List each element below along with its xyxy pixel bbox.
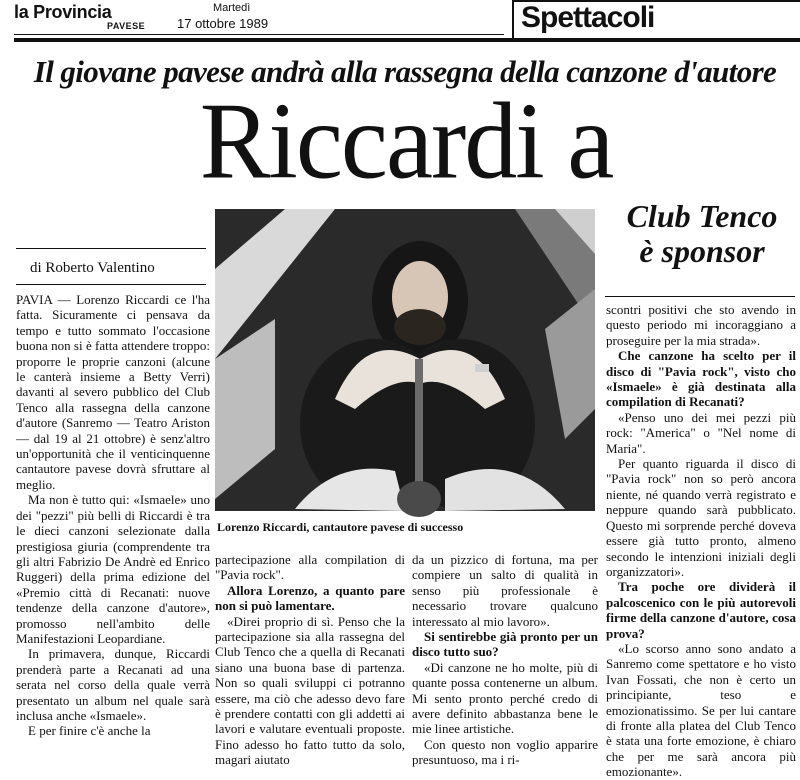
paragraph: Ma non è tutto qui: «Ismaele» uno dei "pezzi" più belli di Riccardi è tra le dieci canzoni selezionate dalla prestigiosa giuria (comprendente tra gli altri Fabrizio De Andrè ed Enrico Ruggeri) della prima edizione del «Premio città di Recanati: nuove tendenze della canzone d'autore», promosso nell'ambito delle Manifestazioni Leopardiane. [16, 492, 210, 646]
paragraph: «Lo scorso anno sono andato a Sanremo come spettatore e ho visto Ivan Fossati, che non è certo un principiante, teso e emozionatissimo. Se per lui cantare di fronte alla platea del Club Tenco è stata una forte emozione, è chiaro che per me sarà ancora più emozionante». [606, 640, 796, 780]
photo-caption: Lorenzo Riccardi, cantautore pavese di successo [217, 520, 464, 534]
article-photo [215, 209, 595, 511]
sidebar-rule [605, 296, 795, 297]
paragraph: PAVIA — Lorenzo Riccardi ce l'ha fatta. Sicuramente ci pensava da tempo e tutto sommato l'occasione buona non si è fatta attendere troppo: proporre le proprie canzoni (alcune le canterà insieme a Betty Verri) davanti al severo pubblico del Club Tenco alla rassegna della canzone d'autore (Sanremo — Teatro Ariston — dal 19 al 21 ottobre) è senz'altro un'opportunità che il venticinquenne cantautore pavese dovrà sfruttare al meglio. [16, 292, 210, 492]
byline-rule-top [16, 248, 206, 249]
paragraph: da un pizzico di fortuna, ma per compiere un salto di qualità in senso più professionale è necessario trovare qualcuno interessato al mio lavoro». [412, 552, 598, 629]
sidebar-heading-line-2: è sponsor [639, 233, 765, 269]
text-column-3 [412, 552, 598, 768]
text-column-2 [215, 552, 405, 768]
newspaper-subname: PAVESE [107, 21, 146, 31]
paragraph: «Direi proprio di sì. Penso che la partecipazione sia alla rassegna del Club Tenco che a quella di Recanati siano una buona base di partenza. Non so quali sviluppi ci potranno essere, ma ciò che adesso devo fare è prendere contatti con gli addetti ai lavori e valutare eventuali proposte. Fino adesso ho fatto tutto da solo, magari aiutato [215, 613, 405, 768]
interview-question: Si sentirebbe già pronto per un disco tutto suo? [412, 629, 598, 660]
interview-question: Allora Lorenzo, a quanto pare non si può lamentare. [215, 582, 405, 614]
sidebar-heading [607, 199, 797, 269]
masthead-rule-thin [14, 34, 504, 35]
byline-rule-bottom [16, 284, 206, 285]
section-title: Spettacoli [521, 1, 655, 34]
newspaper-name: la Provincia [14, 2, 112, 22]
paragraph: scontri positivi che sto avendo in questo periodo mi incoraggiano a proseguire per la mia strada». [606, 302, 796, 348]
paragraph: Per quanto riguarda il disco di "Pavia rock" non so però ancora niente, né quando verrà registrato e neppure quando sarà pubblicato. Questo mi sorprende perché doveva essere già tutto pronto, almeno secondo le intenzioni iniziali degli organizzatori». [606, 456, 796, 579]
paragraph: E per finire c'è anche la [28, 723, 151, 739]
article-headline: Riccardi a [199, 80, 613, 202]
masthead [0, 0, 800, 44]
interview-question: Che canzone ha scelto per il disco di "Pavia rock", visto cho «Ismaele» è già destinata alla compilation di Recanati? [606, 348, 796, 410]
text-column-1 [16, 292, 210, 739]
paragraph: Con questo non voglio apparire presuntuoso, ma i ri- [412, 736, 598, 768]
sidebar-heading-line-1: Club Tenco [626, 198, 778, 234]
paragraph: partecipazione alla compilation di "Pavia rock". [215, 552, 405, 583]
masthead-rule-thick [14, 38, 800, 42]
paragraph: In primavera, dunque, Riccardi prenderà parte a Recanati ad una serata nel corso della quale verrà presentato un album nel quale sarà inclusa anche «Ismaele». [16, 646, 210, 723]
article-kicker: Il giovane pavese andrà alla rassegna della canzone d'autore [33, 54, 777, 89]
paragraph: «Di canzone ne ho molte, più di quante possa contenerne un album. Mi sento pronto perché credo di avere definito abbastanza bene le mie linee artistiche. [412, 659, 598, 737]
issue-day: Martedì [213, 2, 251, 14]
paragraph: «Penso uno dei mei pezzi più rock: "America" o "Nel nome di Maria". [606, 409, 796, 456]
issue-date: 17 ottobre 1989 [177, 16, 269, 31]
byline: di Roberto Valentino [30, 260, 155, 276]
text-column-4 [606, 302, 796, 780]
interview-question: Tra poche ore dividerà il palcoscenico con le più autorevoli firme della canzone d'autore, cosa prova? [606, 579, 796, 641]
